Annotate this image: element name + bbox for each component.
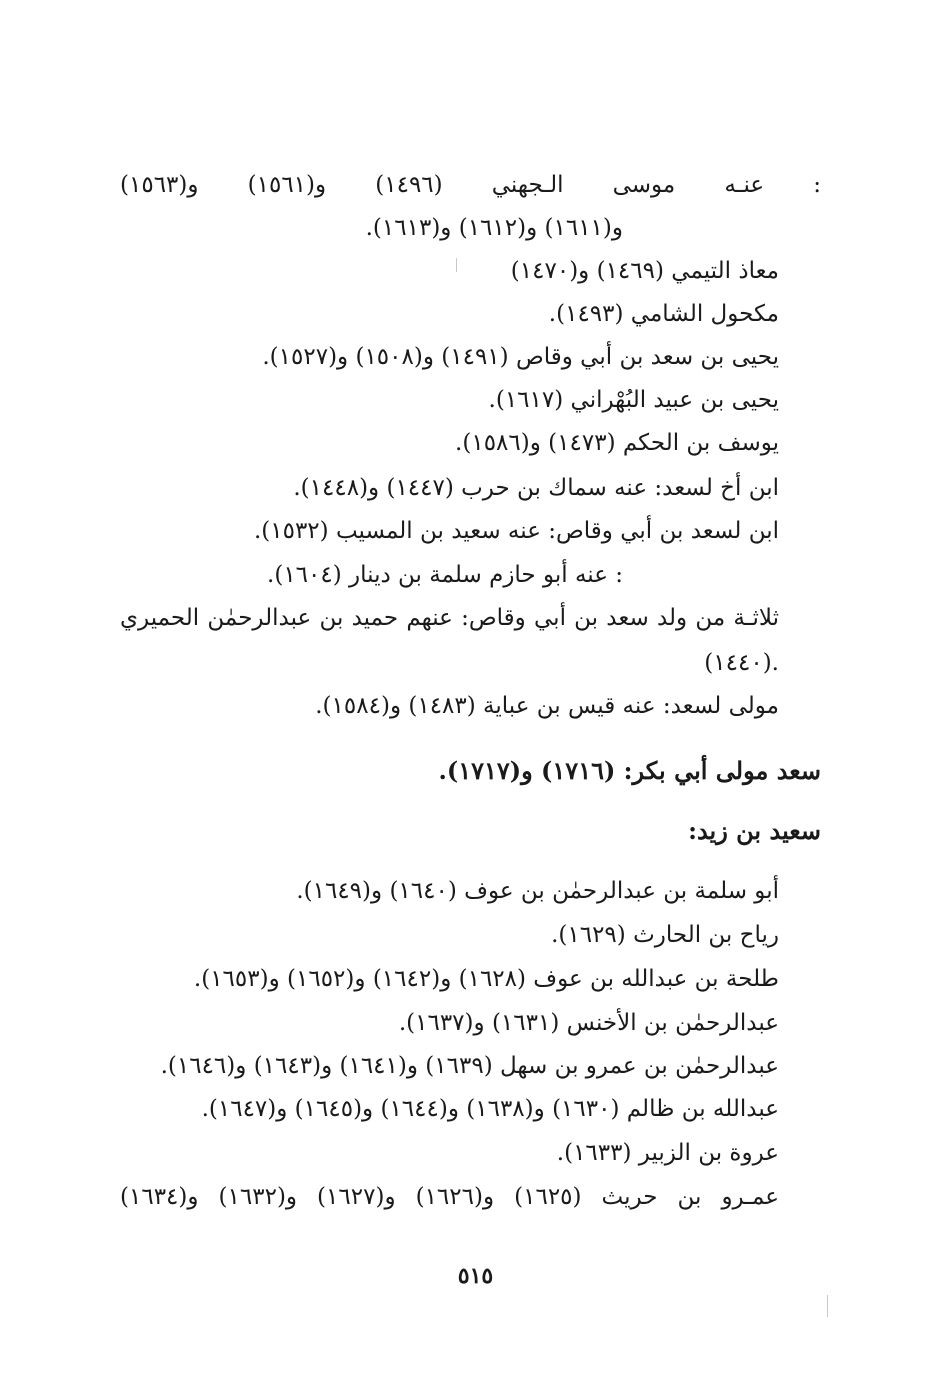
- entry-line: يوسف بن الحكم (١٤٧٣) و(١٥٨٦).: [455, 430, 779, 456]
- section-heading: سعيد بن زيد:: [688, 816, 821, 845]
- scan-speck: [827, 1295, 828, 1317]
- entry-line: عبدالله بن ظالم (١٦٣٠) و(١٦٣٨) و(١٦٤٤) و(١٦٤٥) و(١٦٤٧).: [201, 1096, 779, 1122]
- entry-line: عروة بن الزبير (١٦٣٣).: [556, 1140, 779, 1166]
- entry-line: رياح بن الحارث (١٦٢٩).: [551, 922, 779, 948]
- page-number: ٥١٥: [457, 1263, 494, 1289]
- scan-speck: [456, 258, 457, 272]
- entry-line: طلحة بن عبدالله بن عوف (١٦٢٨) و(١٦٤٢) و(١٦٥٢) و(١٦٥٣).: [193, 966, 779, 992]
- entry-line: ابن لسعد بن أبي وقاص: عنه سعيد بن المسيب (١٥٣٢).: [253, 518, 779, 544]
- entry-line: مولى لسعد: عنه قيس بن عباية (١٤٨٣) و(١٥٨٤).: [315, 693, 779, 719]
- entry-line: أبو سلمة بن عبدالرحمٰن بن عوف (١٦٤٠) و(١٦٤٩).: [296, 878, 779, 904]
- entry-line: عبدالرحمٰن بن عمرو بن سهل (١٦٣٩) و(١٦٤١) و(١٦٤٣) و(١٦٤٦).: [160, 1053, 779, 1079]
- entry-line: عبدالرحمٰن بن الأخنس (١٦٣١) و(١٦٣٧).: [398, 1010, 779, 1036]
- entry-line: ابن أخ لسعد: عنه سماك بن حرب (١٤٤٧) و(١٤٤٨).: [293, 475, 779, 501]
- entry-line: : عنه أبو حازم سلمة بن دينار (١٦٠٤).: [267, 562, 623, 588]
- entry-line: : عنـه موسى الـجهني (١٤٩٦) و(١٥٦١) و(١٥٦٣): [120, 172, 821, 198]
- section-heading: سعد مولى أبي بكر: (١٧١٦) و(١٧١٧).: [438, 756, 821, 785]
- entry-line: يحيى بن عبيد البُهْراني (١٦١٧).: [488, 387, 779, 413]
- entry-line: يحيى بن سعد بن أبي وقاص (١٤٩١) و(١٥٠٨) و(١٥٢٧).: [262, 344, 779, 370]
- entry-line: مكحول الشامي (١٤٩٣).: [548, 301, 779, 327]
- entry-line: عمـرو بن حريث (١٦٢٥) و(١٦٢٦) و(١٦٢٧) و(١٦٣٢) و(١٦٣٤): [120, 1184, 779, 1210]
- entry-line: ثلاثـة من ولد سعد بن أبي وقاص: عنهم حميد بن عبدالرحمٰن الحميري: [120, 605, 779, 631]
- entry-line: (١٤٤٠).: [704, 650, 779, 676]
- entry-line: معاذ التيمي (١٤٦٩) و(١٤٧٠): [510, 258, 779, 284]
- entry-line: و(١٦١١) و(١٦١٢) و(١٦١٣).: [365, 215, 623, 241]
